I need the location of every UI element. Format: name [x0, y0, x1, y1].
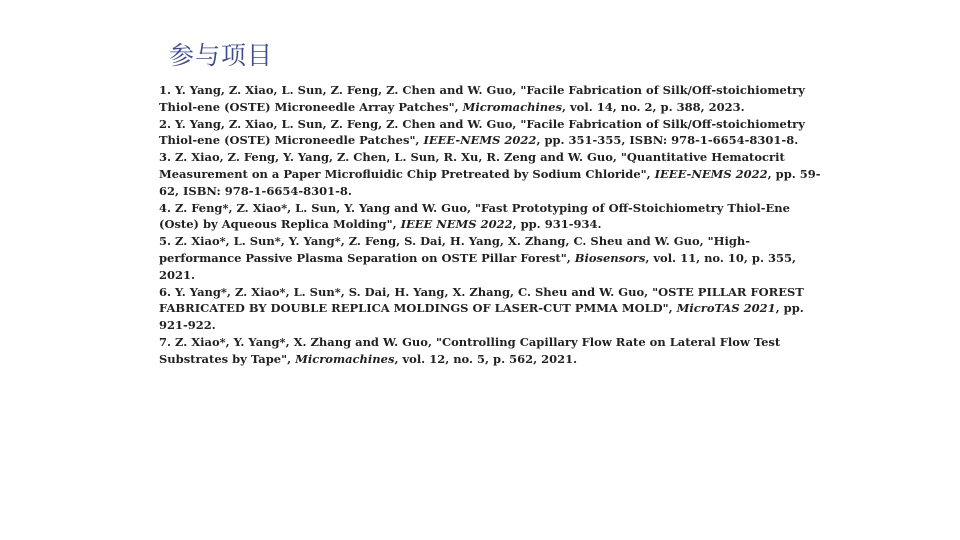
reference-text: Z. Xiao, Z. Feng, Y. Yang, Z. Chen, L. Sun, R. Xu, R. Zeng and W. Guo, "Quantitative Hematocrit Measurement on a Paper Microfluidic Chip Pretreated by Sodium Chloride", — [159, 150, 785, 181]
reference-text: Z. Xiao*, L. Sun*, Y. Yang*, Z. Feng, S. Dai, H. Yang, X. Zhang, C. Sheu and W. Guo, "High-performance Passive Plasma Separation on OSTE Pillar Forest", — [159, 234, 751, 265]
reference-text: Z. Xiao*, Y. Yang*, X. Zhang and W. Guo, "Controlling Capillary Flow Rate on Lateral Flow Test Substrates by Tape", — [159, 334, 781, 366]
reference-details: , pp. 931-934. — [512, 217, 602, 232]
reference-text: Y. Yang, Z. Xiao, L. Sun, Z. Feng, Z. Chen and W. Guo, "Facile Fabrication of Silk/Off-stoichiometry Thiol-ene (OSTE) Microneedle Array Patches", — [159, 83, 805, 114]
reference-number: 2. — [159, 116, 176, 131]
reference-venue: IEEE-NEMS 2022 — [654, 166, 768, 181]
reference-text: Y. Yang, Z. Xiao, L. Sun, Z. Feng, Z. Chen and W. Guo, "Facile Fabrication of Silk/Off-stoichiometry Thiol-ene (OSTE) Microneedle Patches", — [159, 116, 805, 148]
reference-number: 5. — [159, 234, 176, 249]
reference-venue: IEEE-NEMS 2022 — [423, 133, 537, 148]
reference-number: 3. — [159, 150, 176, 165]
reference-item — [159, 82, 831, 116]
reference-details: , pp. 351-355, ISBN: 978-1-6654-8301-8. — [536, 133, 799, 148]
reference-number: 4. — [159, 200, 176, 215]
reference-details: , pp. 921-922. — [159, 301, 804, 333]
reference-venue: Micromachines — [295, 351, 395, 366]
reference-item — [159, 200, 831, 234]
reference-number: 6. — [159, 284, 176, 299]
reference-venue: Micromachines — [462, 99, 562, 114]
reference-list — [159, 82, 831, 368]
reference-venue: Biosensors — [574, 250, 646, 265]
reference-details: , vol. 11, no. 10, p. 355, 2021. — [159, 250, 796, 282]
slide-title: 参与项目 — [169, 41, 274, 70]
reference-item — [159, 233, 831, 283]
reference-item — [159, 149, 831, 199]
reference-text: Z. Feng*, Z. Xiao*, L. Sun, Y. Yang and W. Guo, "Fast Prototyping of Off-Stoichiometry Thiol-Ene (Oste) by Aqueous Replica Molding", — [159, 200, 790, 232]
reference-details: , vol. 12, no. 5, p. 562, 2021. — [394, 351, 578, 366]
reference-item — [159, 284, 831, 334]
reference-item — [159, 334, 831, 368]
reference-venue: IEEE NEMS 2022 — [400, 217, 513, 232]
reference-text: Y. Yang*, Z. Xiao*, L. Sun*, S. Dai, H. Yang, X. Zhang, C. Sheu and W. Guo, "OSTE PILLAR FOREST FABRICATED BY DOUBLE REPLICA MOLDINGS OF LASER-CUT PMMA MOLD", — [159, 284, 804, 316]
reference-venue: MicroTAS 2021 — [676, 301, 776, 316]
reference-item — [159, 116, 831, 150]
reference-number: 7. — [159, 334, 176, 349]
reference-details: , vol. 14, no. 2, p. 388, 2023. — [561, 99, 745, 114]
reference-number: 1. — [159, 83, 176, 97]
reference-details: , pp. 59-62, ISBN: 978-1-6654-8301-8. — [159, 166, 821, 198]
